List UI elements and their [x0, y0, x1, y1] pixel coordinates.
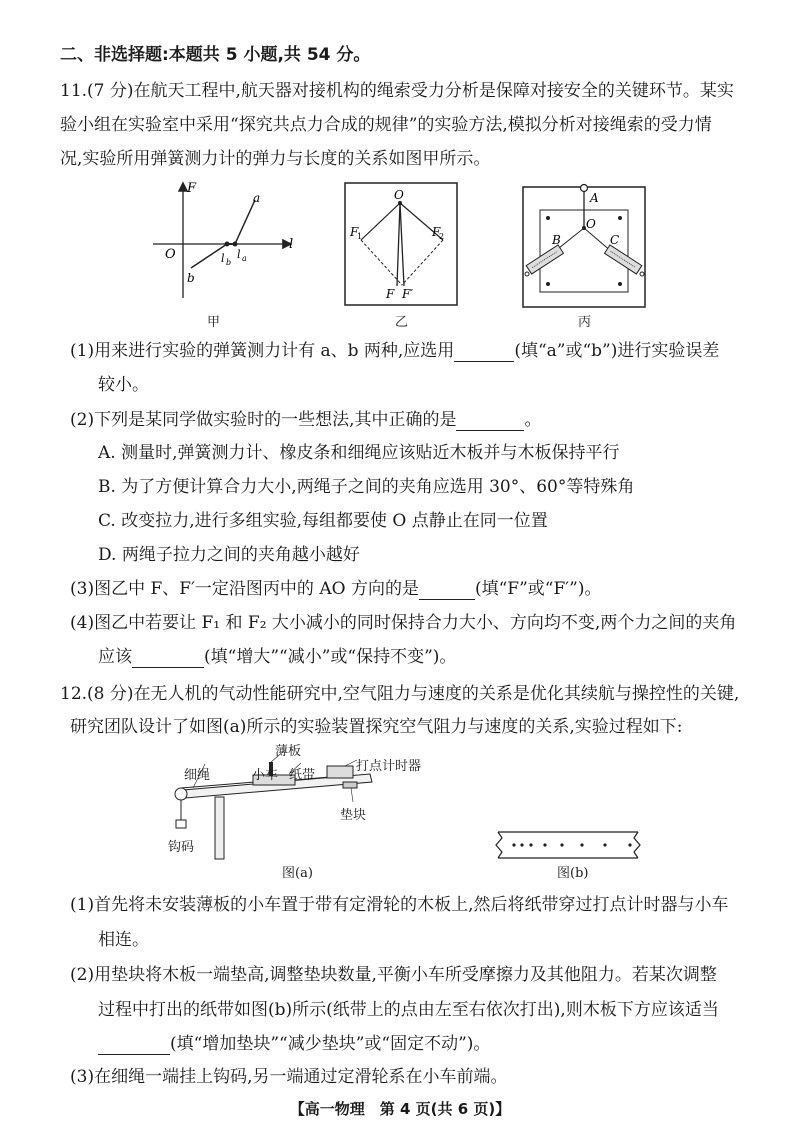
q11-option-b: B. 为了方便计算合力大小,两绳子之间的夹角应选用 30°、60°等特殊角 [98, 477, 635, 497]
label-string: 细绳 [184, 768, 211, 783]
q11-option-d: D. 两绳子拉力之间的夹角越小越好 [98, 545, 360, 565]
tick-la-label: l [237, 248, 241, 261]
q11-stem-line-3: 况,实验所用弹簧测力计的弹力与长度的关系如图甲所示。 [60, 149, 491, 169]
tick-la-sub: a [242, 254, 247, 263]
label-cart: 小车 [252, 768, 279, 783]
answer-blank-q11-1[interactable] [454, 343, 514, 362]
yi-F1-sub: 1 [357, 232, 363, 241]
figure-bing-setup [522, 182, 647, 308]
axis-l-label: l [289, 237, 294, 252]
figure-b-tape [492, 828, 642, 862]
bing-C-label: C [610, 233, 620, 247]
yi-F1-label: F [350, 225, 359, 239]
answer-blank-q11-2[interactable] [456, 412, 524, 431]
figure-b-caption: 图(b) [557, 866, 589, 881]
label-tape: 纸带 [289, 768, 316, 783]
q11-part1-line-1: (1)用来进行实验的弹簧测力计有 a、b 两种,应选用 (填“a”或“b”)进行实验误差 [70, 341, 720, 361]
q11-part4-line-2: 应该 (填“增大”“减小”或“保持不变”)。 [98, 647, 457, 667]
section-title: 二、非选择题:本题共 5 小题,共 54 分。 [60, 45, 371, 65]
page-footer: 【高一物理 第 4 页(共 6 页)】 [289, 1100, 511, 1118]
label-hook-weight: 钩码 [168, 840, 195, 855]
q12-stem-line-2: 研究团队设计了如图(a)所示的实验装置探究空气阻力与速度的关系,实验过程如下: [70, 717, 683, 737]
label-timer: 打点计时器 [356, 759, 422, 774]
q12-part2-line-2: 过程中打出的纸带如图(b)所示(纸带上的点由左至右依次打出),则木板下方应该适当 [98, 1000, 719, 1020]
tick-lb-label: l [221, 252, 225, 265]
bing-A-label: A [590, 191, 599, 205]
axis-F-label: F [187, 181, 197, 196]
label-thin-board: 薄板 [275, 744, 302, 759]
figure-jia-graph [145, 176, 305, 306]
tick-lb-sub: b [226, 258, 232, 267]
q11-option-c: C. 改变拉力,进行多组实验,每组都要使 O 点静止在同一位置 [98, 511, 548, 531]
figure-yi-parallelogram [344, 182, 459, 306]
label-block: 垫块 [340, 808, 367, 823]
figure-jia-caption: 甲 [207, 315, 221, 330]
q12-part1-line-2: 相连。 [98, 930, 149, 950]
bing-B-label: B [552, 233, 561, 247]
figure-a-caption: 图(a) [282, 866, 313, 881]
q11-part2: (2)下列是某同学做实验时的一些想法,其中正确的是 。 [70, 410, 542, 430]
q12-part3: (3)在细绳一端挂上钩码,另一端通过定滑轮系在小车前端。 [70, 1067, 508, 1087]
yi-Fprime-label: F′ [402, 287, 414, 301]
answer-blank-q11-3[interactable] [419, 581, 475, 600]
q11-part4-line-1: (4)图乙中若要让 F₁ 和 F₂ 大小减小的同时保持合力大小、方向均不变,两个力之间的夹角 [70, 613, 737, 633]
answer-blank-q12-2[interactable] [98, 1036, 170, 1055]
yi-F-label: F [386, 287, 395, 301]
yi-F2-sub: 2 [439, 232, 445, 241]
figure-yi-caption: 乙 [395, 315, 409, 330]
q12-stem-line-1: 12.(8 分)在无人机的气动性能研究中,空气阻力与速度的关系是优化其续航与操控性的关键, [60, 684, 740, 704]
yi-O-label: O [394, 188, 404, 202]
line-a-label: a [253, 191, 261, 205]
q11-stem-line-2: 验小组在实验室中采用“探究共点力合成的规律”的实验方法,模拟分析对接绳索的受力情 [60, 115, 712, 135]
origin-O-label: O [165, 247, 176, 262]
q11-part3: (3)图乙中 F、F′一定沿图丙中的 AO 方向的是 (填“F”或“F′”)。 [70, 579, 602, 599]
bing-O-label: O [586, 217, 596, 231]
q11-part1-line-2: 较小。 [98, 375, 149, 395]
yi-F2-label: F [432, 225, 441, 239]
q11-option-a: A. 测量时,弹簧测力计、橡皮条和细绳应该贴近木板并与木板保持平行 [98, 443, 620, 463]
q12-part2-line-1: (2)用垫块将木板一端垫高,调整垫块数量,平衡小车所受摩擦力及其他阻力。若某次调整 [70, 965, 717, 985]
figure-bing-caption: 丙 [578, 315, 592, 330]
q12-part1-line-1: (1)首先将未安装薄板的小车置于带有定滑轮的木板上,然后将纸带穿过打点计时器与小车 [70, 895, 729, 915]
line-b-label: b [187, 271, 195, 285]
answer-blank-q11-4[interactable] [132, 649, 204, 668]
q11-stem-line-1: 11.(7 分)在航天工程中,航天器对接机构的绳索受力分析是保障对接安全的关键环节。某实 [60, 81, 734, 101]
q12-part2-line-3: (填“增加垫块”“减少垫块”或“固定不动”)。 [98, 1033, 490, 1055]
